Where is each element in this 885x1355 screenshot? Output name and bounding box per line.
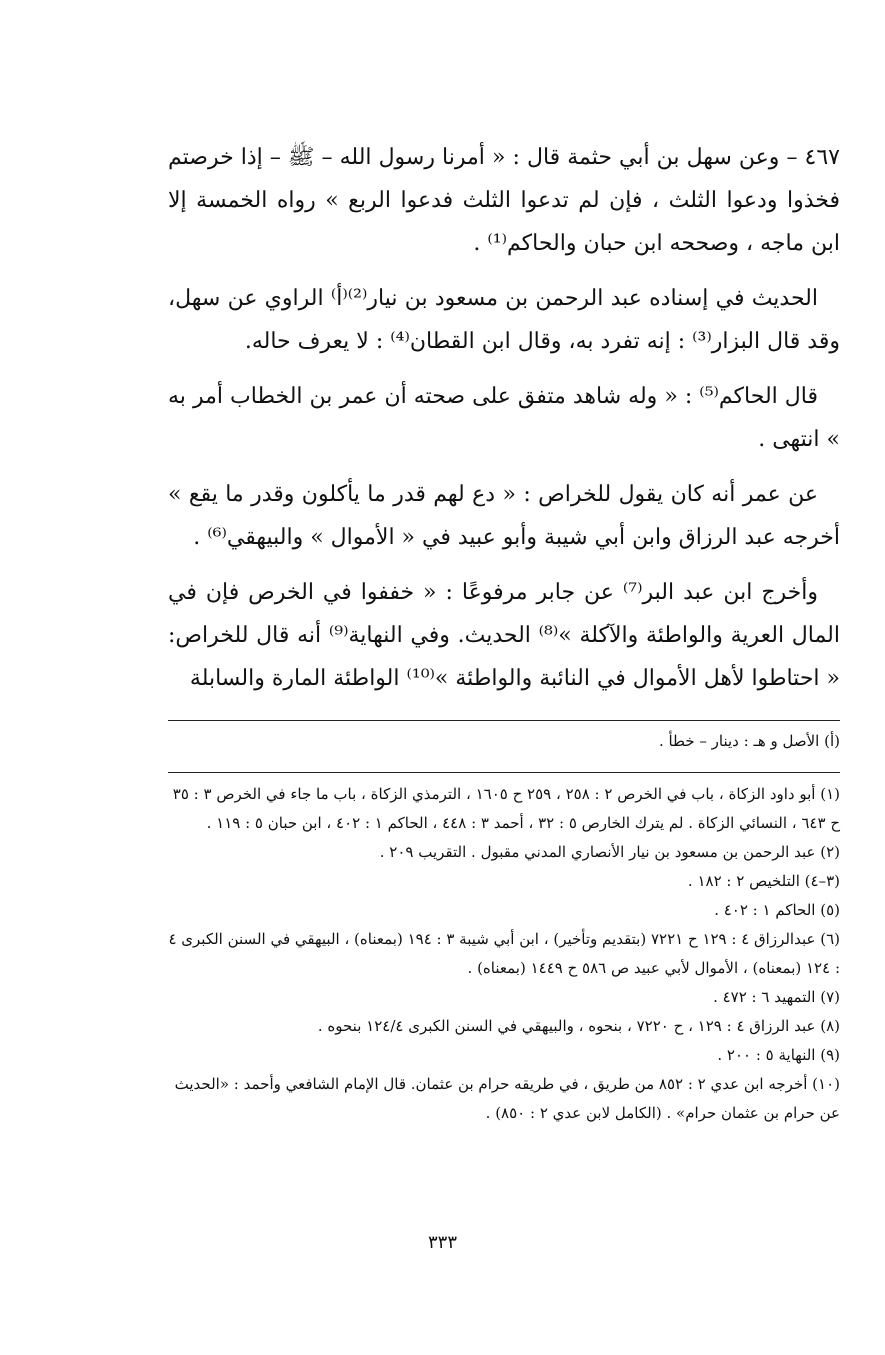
footnote-5 xyxy=(168,896,840,925)
footnote-9 xyxy=(168,1041,840,1070)
isnad-commentary-paragraph: الحديث في إسناده عبد الرحمن بن مسعود بن نيار⁽²⁾⁽أ⁾ الراوي عن سهل، وقد قال البزار⁽³⁾ : إنه تفرد به، وقال ابن القطان⁽⁴⁾ : لا يعرف حاله. xyxy=(168,286,840,354)
manuscript-variant-note: (أ) الأصل و هـ : دينار – خطأ . xyxy=(658,732,840,750)
footnote-text: (٨) عبد الرزاق ٤ : ١٢٩ ، ح ٧٢٢٠ ، بنحوه ، والبيهقي في السنن الكبرى ١٢٤/٤ بنحوه . xyxy=(317,1017,840,1035)
footnote-8 xyxy=(168,1012,840,1041)
main-text-body xyxy=(168,136,840,712)
page-number: ٣٣٣ xyxy=(427,1232,457,1253)
footnote-text: (١) أبو داود الزكاة ، باب في الخرص ٢ : ٢٥٨ ، ٢٥٩ ح ١٦٠٥ ، الترمذي الزكاة ، باب ما جاء في الخرص ٣ : ٣٥ ح ٦٤٣ ، النسائي الزكاة . لم يترك الخارص ٥ : ٣٢ ، أحمد ٣ : ٤٤٨ ، الحاكم ١ : ٤٠٢ ، ابن حبان ٥ : ١١٩ . xyxy=(172,785,840,832)
footnote-text: (١٠) أخرجه ابن عدي ٢ : ٨٥٢ من طريق ، في طريقه حرام بن عثمان. قال الإمام الشافعي وأحمد : «الحديث عن حرام بن عثمان حرام» . (الكامل لابن عدي ٢ : ٨٥٠) . xyxy=(174,1075,840,1122)
footnote-text: (٣–٤) التلخيص ٢ : ١٨٢ . xyxy=(687,872,840,890)
footnote-2 xyxy=(168,838,840,867)
umar-report-paragraph: عن عمر أنه كان يقول للخراص : « دع لهم قدر ما يأكلون وقدر ما يقع » أخرجه عبد الرزاق وابن أبي شيبة وأبو عبيد في « الأموال » والبيهقي⁽⁶⁾ . xyxy=(168,482,840,550)
footnote-separator-rule xyxy=(168,772,840,773)
footnote-text: (٦) عبدالرزاق ٤ : ١٢٩ ح ٧٢٢١ (بتقديم وتأخير) ، ابن أبي شيبة ٣ : ١٩٤ (بمعناه) ، البيهقي في السنن الكبرى ٤ : ١٢٤ (بمعناه) ، الأموال لأبي عبيد ص ٥٨٦ ح ١٤٤٩ (بمعناه) . xyxy=(168,930,840,977)
footnote-text: (٥) الحاكم ١ : ٤٠٢ . xyxy=(714,901,840,919)
footnote-3-4 xyxy=(168,867,840,896)
footnote-text: (٢) عبد الرحمن بن مسعود بن نيار الأنصاري المدني مقبول . التقريب ٢٠٩ . xyxy=(379,843,840,861)
footnote-text: (٩) النهاية ٥ : ٢٠٠ . xyxy=(717,1046,840,1064)
hakim-quote-paragraph: قال الحاكم⁽⁵⁾ : « وله شاهد متفق على صحته أن عمر بن الخطاب أمر به » انتهى . xyxy=(168,384,840,452)
footnote-10 xyxy=(168,1070,840,1128)
footnote-7 xyxy=(168,983,840,1012)
footnote-text: (٧) التمهيد ٦ : ٤٧٢ . xyxy=(713,988,840,1006)
jabir-report-paragraph: وأخرج ابن عبد البر⁽⁷⁾ عن جابر مرفوعًا : « خففوا في الخرص فإن في المال العرية والواطئة والآكلة »⁽⁸⁾ الحديث. وفي النهاية⁽⁹⁾ أنه قال للخراص: « احتاطوا لأهل الأموال في النائبة والواطئة »⁽¹⁰⁾ الواطئة المارة والسابلة xyxy=(168,580,840,691)
footnote-1 xyxy=(168,780,840,838)
text-separator-rule xyxy=(168,720,840,721)
footnotes-section xyxy=(168,780,840,1128)
hadith-467-paragraph: ٤٦٧ – وعن سهل بن أبي حثمة قال : « أمرنا رسول الله – ﷺ – إذا خرصتم فخذوا ودعوا الثلث ، فإن لم تدعوا الثلث فدعوا الربع » رواه الخمسة إلا ابن ماجه ، وصححه ابن حبان والحاكم⁽¹⁾ . xyxy=(168,145,840,256)
footnote-6 xyxy=(168,925,840,983)
